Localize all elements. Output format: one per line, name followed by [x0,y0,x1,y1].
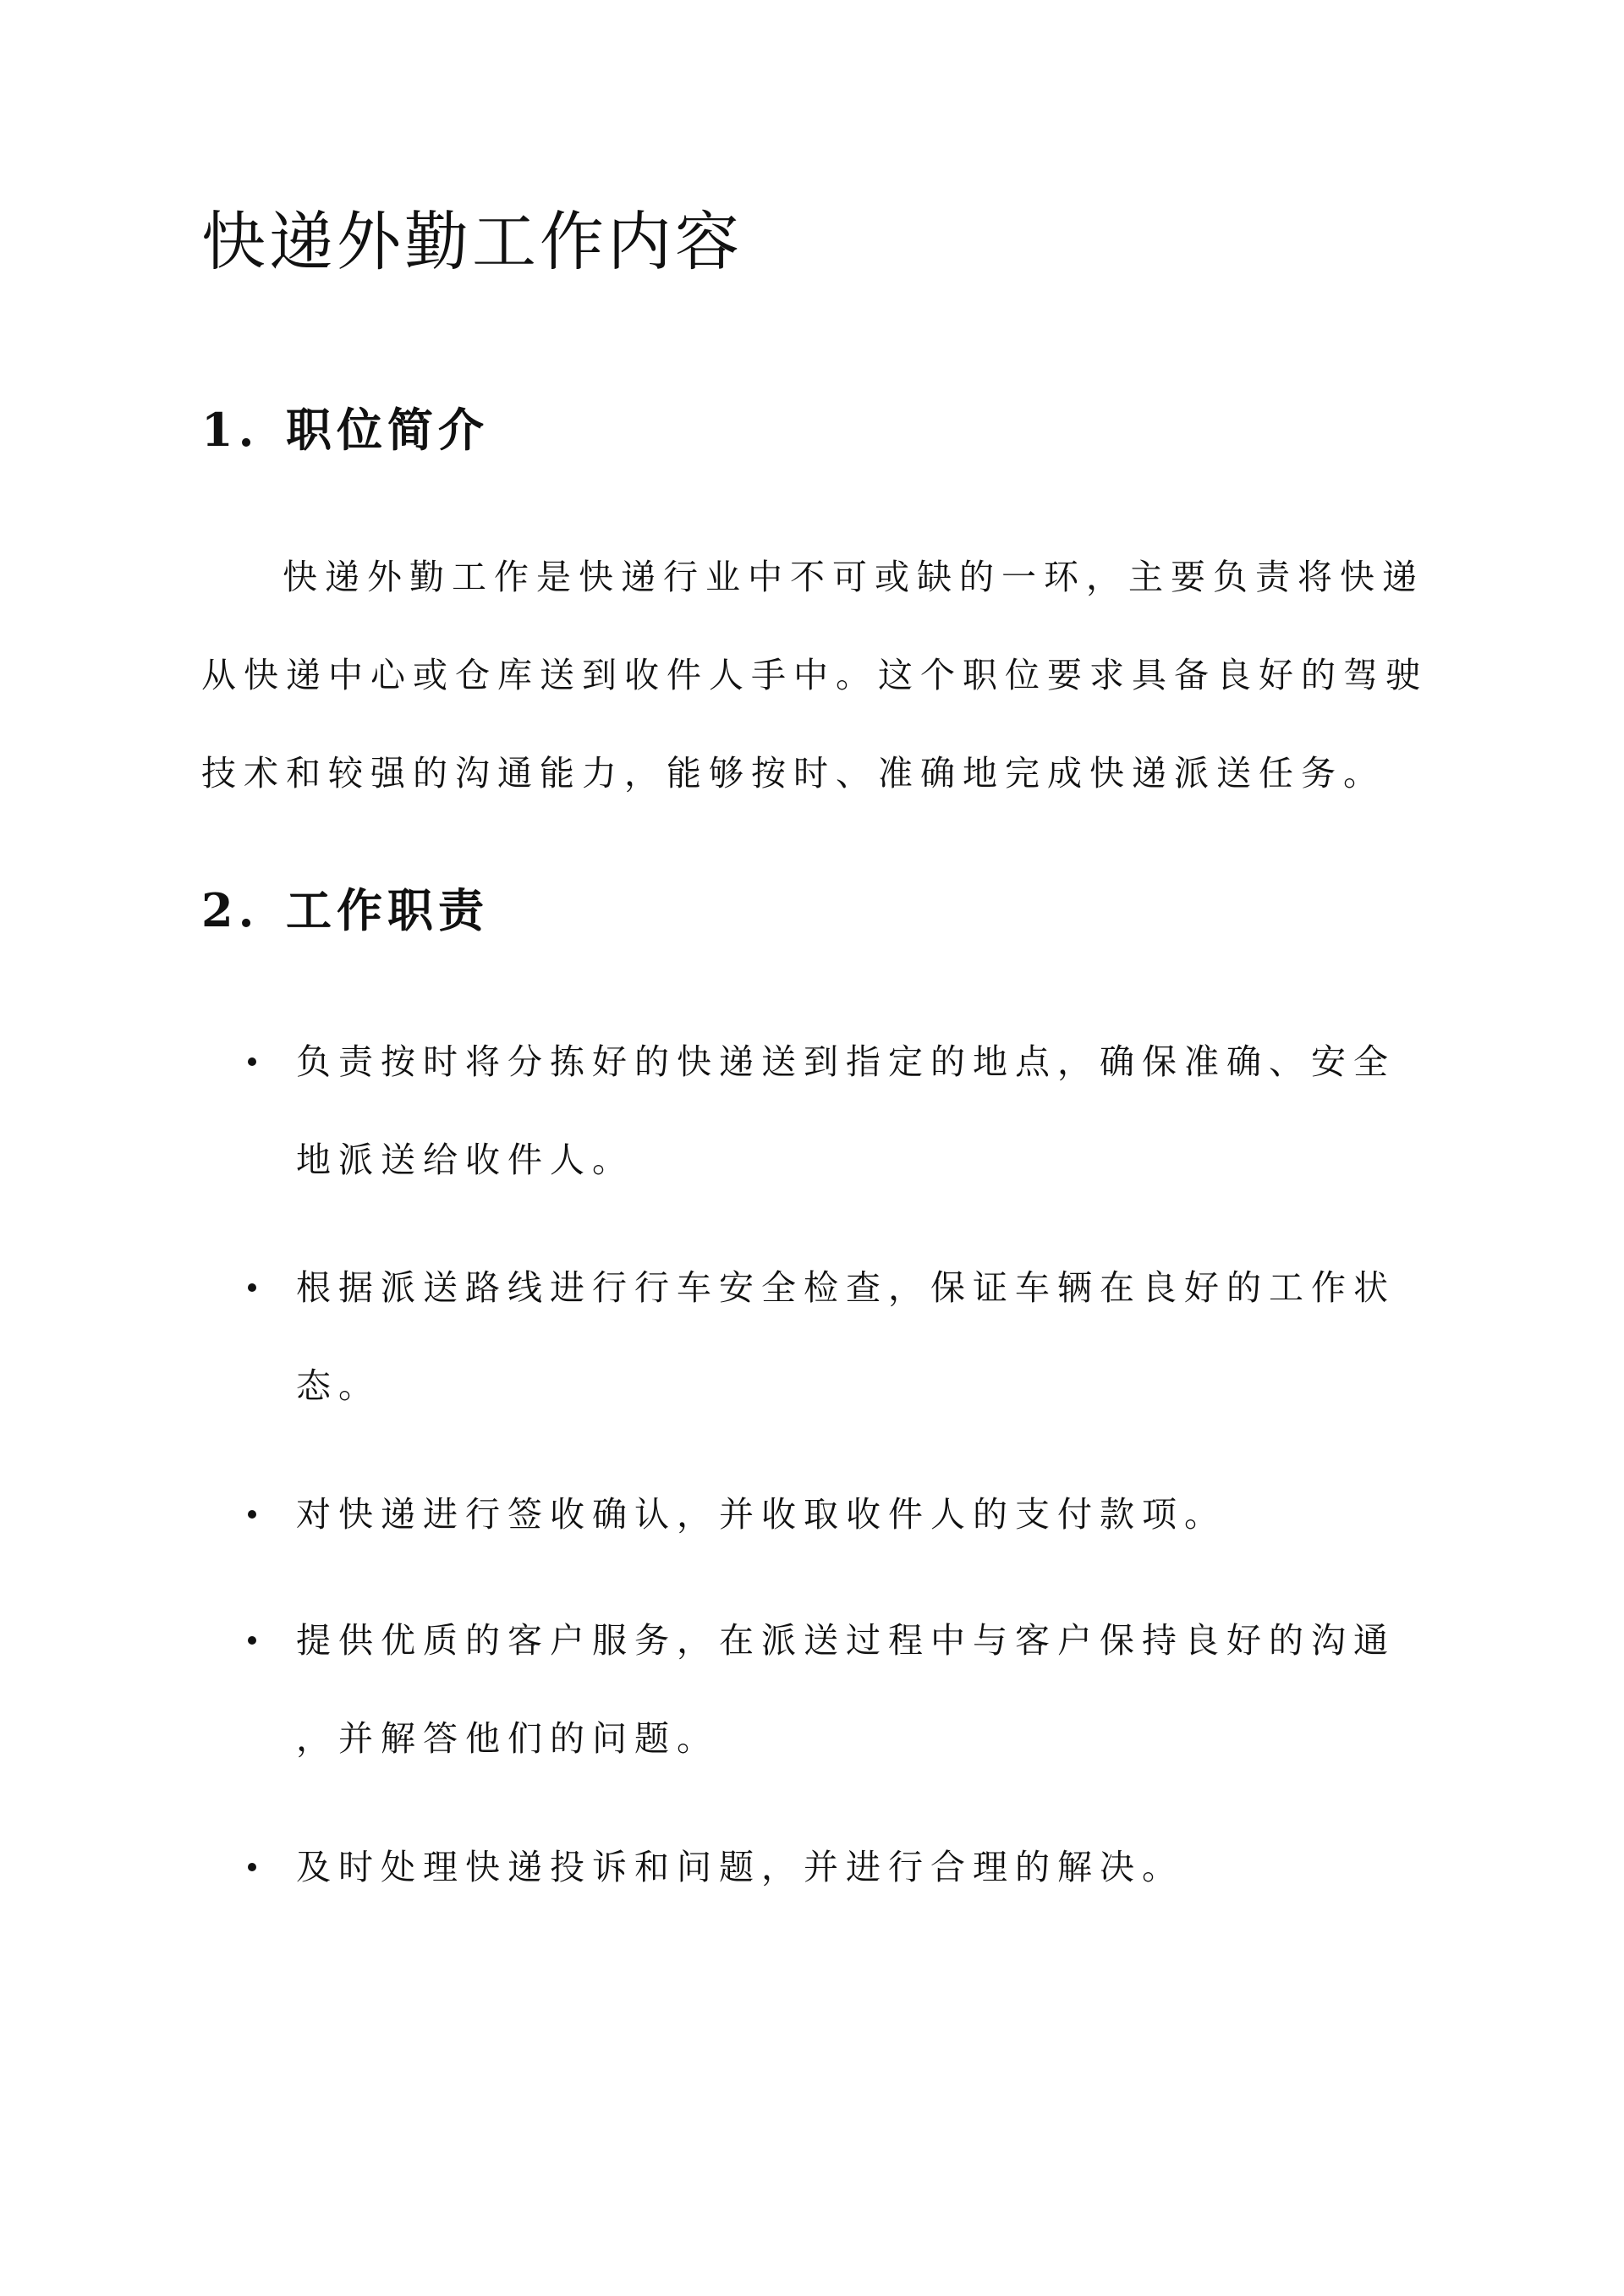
paragraph-line: 快递外勤工作是快递行业中不可或缺的一环，主要负责将快递 [283,557,1424,597]
section-heading-text: 职位简介 [286,403,489,457]
section-heading-1 [201,396,489,464]
bullet-icon [248,1283,256,1292]
list-item-line: 地派送给收件人。 [296,1140,634,1180]
bullet-icon [248,1057,256,1066]
list-item-line: 态。 [296,1365,381,1406]
paragraph-line: 技术和较强的沟通能力，能够按时、准确地完成快递派送任务。 [201,753,1385,794]
paragraph-line: 从快递中心或仓库送到收件人手中。这个职位要求具备良好的驾驶 [201,655,1428,695]
list-item-line: 根据派送路线进行行车安全检查，保证车辆在良好的工作状 [296,1267,1396,1308]
list-item-line: ，并解答他们的问题。 [296,1718,719,1759]
bullet-icon [248,1863,256,1871]
list-item-line: 提供优质的客户服务，在派送过程中与客户保持良好的沟通 [296,1620,1396,1661]
section-number: 2. [201,883,260,937]
list-item-line: 负责按时将分拣好的快递送到指定的地点，确保准确、安全 [296,1041,1396,1082]
list-item-line: 对快递进行签收确认，并收取收件人的支付款项。 [296,1494,1226,1535]
bullet-icon [248,1636,256,1645]
section-heading-text: 工作职责 [286,883,489,937]
section-number: 1. [201,403,260,457]
list-item-line: 及时处理快递投诉和问题，并进行合理的解决。 [296,1847,1184,1887]
document-title: 快递外勤工作内容 [201,204,743,279]
bullet-icon [248,1510,256,1519]
section-heading-2 [201,876,489,944]
